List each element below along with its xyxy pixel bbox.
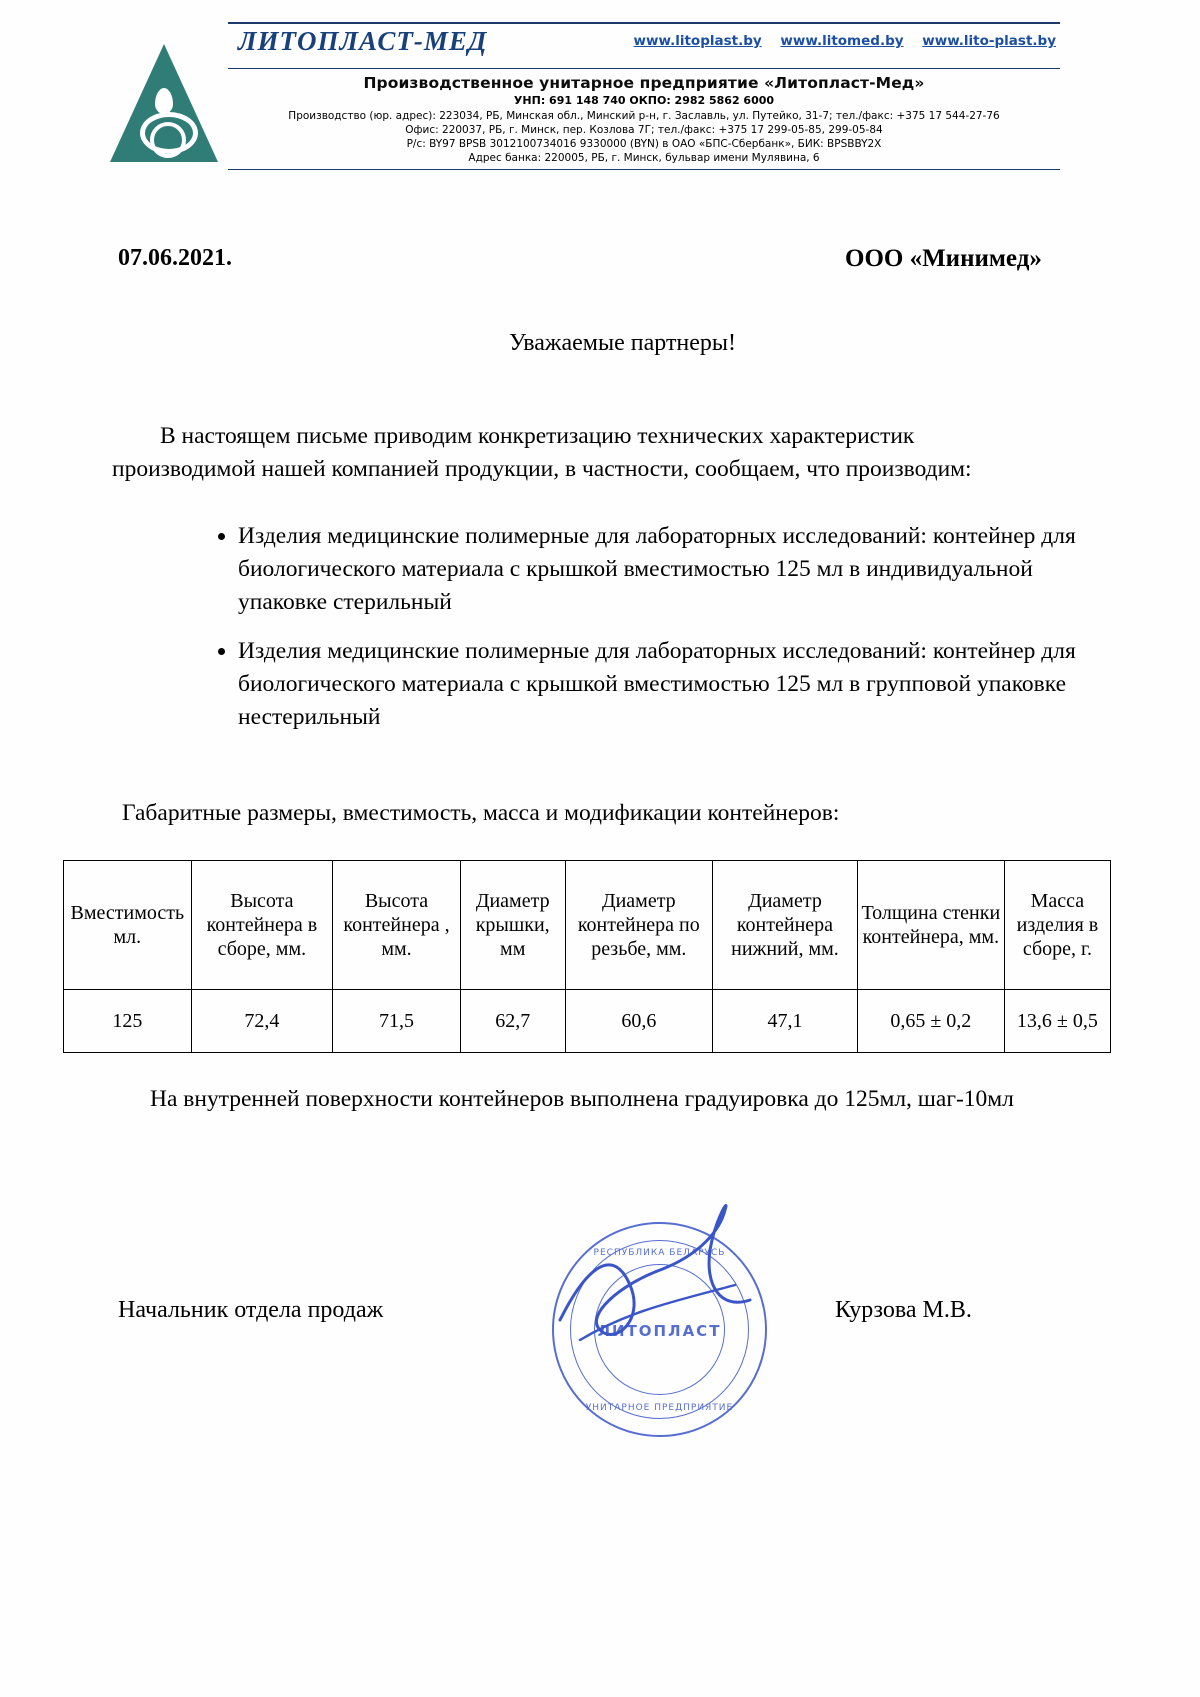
specs-section-title: Габаритные размеры, вместимость, масса и модификации контейнеров: bbox=[122, 800, 840, 826]
detail-bank-account: Р/с: BY97 BPSB 3012100734016 9330000 (BYN) в ОАО «БПС-Сбербанк», БИК: BPSBBY2X bbox=[406, 138, 882, 150]
company-full-name: Производственное унитарное предприятие «Литопласт-Мед» bbox=[363, 74, 925, 92]
column-header-lid-diameter: Диаметр крышки, мм bbox=[460, 861, 565, 990]
cell-wall-thickness: 0,65 ± 0,2 bbox=[857, 990, 1004, 1053]
company-contact-details bbox=[228, 107, 1060, 165]
list-item: • Изделия медицинские полимерные для лабораторных исследований: контейнер для биологического материала с крышкой вместимостью 125 мл в групповой упаковке нестерильный bbox=[238, 635, 1098, 734]
stamp-text-bottom: УНИТАРНОЕ ПРЕДПРИЯТИЕ bbox=[585, 1403, 734, 1413]
signatory-name: Курзова М.В. bbox=[835, 1297, 972, 1323]
cell-capacity: 125 bbox=[64, 990, 192, 1053]
column-header-container-height: Высота контейнера , мм. bbox=[333, 861, 461, 990]
table-row bbox=[64, 990, 1111, 1053]
column-header-bottom-diameter: Диаметр контейнера нижний, мм. bbox=[713, 861, 858, 990]
list-item: • Изделия медицинские полимерные для лабораторных исследований: контейнер для биологического материала с крышкой вместимостью 125 мл в индивидуальной упаковке стерильный bbox=[238, 520, 1098, 619]
letterhead-text-block bbox=[228, 22, 1060, 170]
letter-addressee: ООО «Минимед» bbox=[845, 245, 1042, 272]
header-rule-bottom bbox=[228, 169, 1060, 170]
cell-lid-diameter: 62,7 bbox=[460, 990, 565, 1053]
stamp-text-top: РЕСПУБЛИКА БЕЛАРУСЬ bbox=[593, 1248, 726, 1258]
cell-container-height: 71,5 bbox=[333, 990, 461, 1053]
company-logo-icon bbox=[110, 44, 218, 164]
specifications-table bbox=[63, 860, 1111, 1053]
cell-thread-diameter: 60,6 bbox=[565, 990, 713, 1053]
detail-production-address: Производство (юр. адрес): 223034, РБ, Минская обл., Минский р-н, г. Заславль, ул. Путейко, 31-7; тел./факс: +375 17 544-27-76 bbox=[288, 110, 1000, 122]
cell-assembled-height: 72,4 bbox=[191, 990, 332, 1053]
website-link-2[interactable]: www.litomed.by bbox=[780, 33, 904, 49]
detail-bank-address: Адрес банка: 220005, РБ, г. Минск, бульвар имени Мулявина, 6 bbox=[468, 152, 820, 164]
signatory-title: Начальник отдела продаж bbox=[118, 1297, 384, 1323]
website-link-1[interactable]: www.litoplast.by bbox=[633, 33, 762, 49]
product-list bbox=[196, 520, 1098, 750]
column-header-capacity: Вместимость мл. bbox=[64, 861, 192, 990]
brand-name: ЛИТОПЛАСТ-МЕД bbox=[238, 26, 488, 56]
company-registration-numbers: УНП: 691 148 740 ОКПО: 2982 5862 6000 bbox=[513, 94, 775, 107]
column-header-assembled-height: Высота контейнера в сборе, мм. bbox=[191, 861, 332, 990]
graduation-note: На внутренней поверхности контейнеров выполнена градуировка до 125мл, шаг-10мл bbox=[150, 1086, 1014, 1112]
column-header-wall-thickness: Толщина стенки контейнера, мм. bbox=[857, 861, 1004, 990]
company-stamp bbox=[552, 1222, 767, 1437]
cell-assembled-mass: 13,6 ± 0,5 bbox=[1004, 990, 1110, 1053]
cell-bottom-diameter: 47,1 bbox=[713, 990, 858, 1053]
letter-date: 07.06.2021. bbox=[118, 245, 232, 271]
table-header-row bbox=[64, 861, 1111, 990]
column-header-thread-diameter: Диаметр контейнера по резьбе, мм. bbox=[565, 861, 713, 990]
column-header-assembled-mass: Масса изделия в сборе, г. bbox=[1004, 861, 1110, 990]
letter-paragraph-1: В настоящем письме приводим конкретизацию технических характеристик производимой нашей компанией продукции, в частности, сообщаем, что производим: bbox=[112, 423, 972, 482]
stamp-text-mid: ЛИТОПЛАСТ bbox=[597, 1322, 722, 1340]
detail-office-address: Офис: 220037, РБ, г. Минск, пер. Козлова 7Г; тел./факс: +375 17 299-05-85, 299-05-84 bbox=[405, 124, 883, 136]
letter-salutation: Уважаемые партнеры! bbox=[508, 330, 737, 356]
website-link-3[interactable]: www.lito-plast.by bbox=[922, 33, 1056, 49]
website-links[interactable] bbox=[634, 33, 1056, 49]
letterhead bbox=[110, 22, 1060, 187]
